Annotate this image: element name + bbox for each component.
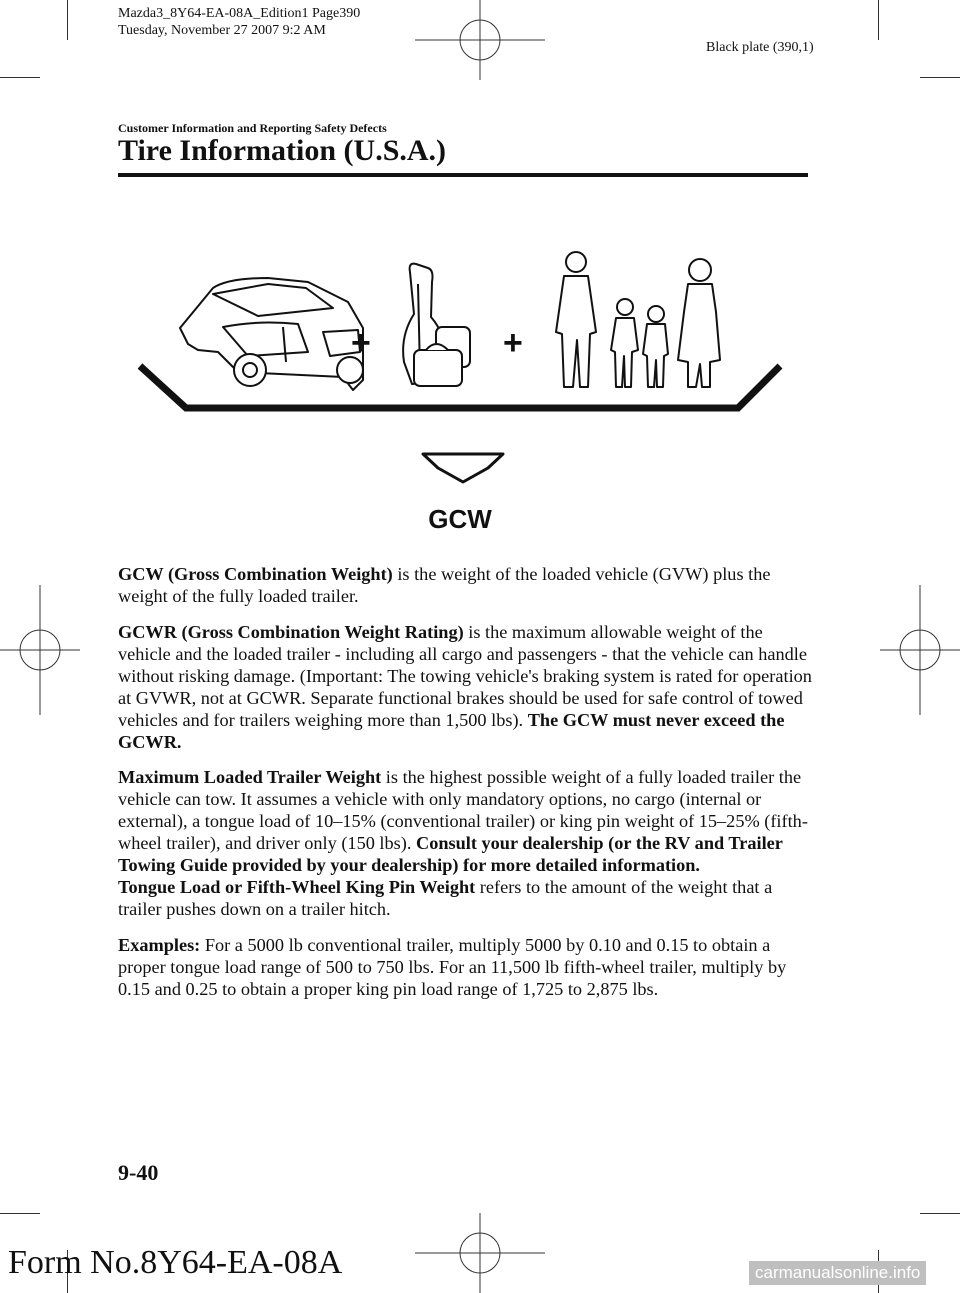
watermark: carmanualsonline.info	[749, 1261, 926, 1285]
definition-text: is the highest possible weight of a fully loaded trailer the vehicle can tow. It assumes a vehicle with only mandatory options, no cargo (internal or external), a tongue load of 10‒15% (conventional trailer) or king pin weight of 15‒25% (fifth-wheel trailer), and driver only (150 lbs).	[118, 767, 808, 853]
paragraph-gcw	[118, 563, 818, 607]
paragraph-max-trailer-weight	[118, 766, 818, 920]
form-number: Form No.8Y64-EA-08A	[8, 1244, 343, 1281]
registration-mark-right	[880, 585, 960, 715]
registration-mark-bottom	[415, 1213, 545, 1293]
paragraph-examples	[118, 934, 818, 1000]
crop-mark	[0, 77, 40, 78]
gcw-figure	[118, 232, 808, 552]
plus-sign: +	[503, 324, 523, 362]
body-text	[118, 563, 818, 1013]
figure-caption: GCW	[428, 504, 492, 534]
car-icon	[180, 278, 363, 390]
emphasis-text: Consult your dealership (or the RV and Trailer Towing Guide provided by your dealership) for more detailed information.	[118, 833, 783, 875]
page-number: 9-40	[118, 1160, 159, 1185]
crop-mark	[920, 1213, 960, 1214]
crop-mark	[920, 77, 960, 78]
section-label: Customer Information and Reporting Safety Defects	[118, 121, 387, 135]
registration-mark-left	[0, 585, 80, 715]
term-examples: Examples:	[118, 934, 201, 955]
print-info-line2: Tuesday, November 27 2007 9:2 AM	[118, 23, 326, 38]
term-max-loaded-trailer-weight: Maximum Loaded Trailer Weight	[118, 767, 382, 787]
definition-text: is the weight of the loaded vehicle (GVW) plus the weight of the fully loaded trailer.	[118, 564, 771, 606]
plate-label: Black plate (390,1)	[706, 40, 814, 55]
term-gcwr: GCWR (Gross Combination Weight Rating)	[118, 621, 464, 642]
plus-sign: +	[351, 324, 371, 362]
definition-text: refers to the amount of the weight that a trailer pushes down on a trailer hitch.	[118, 877, 773, 919]
family-icon	[556, 252, 720, 387]
crop-mark	[0, 1213, 40, 1214]
crop-mark	[878, 0, 879, 40]
luggage-icon	[403, 264, 470, 386]
definition-text: is the maximum allowable weight of the vehicle and the loaded trailer - including all cargo and passengers - that the vehicle can handle without risking damage. (Important: The towing vehicle's braking system is rated for operation at GVWR, not at GCWR. Separate functional brakes should be used for safe control of towed vehicles and for trailers weighing more than 1,500 lbs).	[118, 621, 812, 730]
term-tongue-load: Tongue Load or Fifth-Wheel King Pin Weight	[118, 877, 476, 897]
paragraph-gcwr	[118, 621, 818, 753]
definition-text: For a 5000 lb conventional trailer, multiply 5000 by 0.10 and 0.15 to obtain a proper tongue load range of 500 to 750 lbs. For an 11,500 lb fifth-wheel trailer, multiply by 0.15 and 0.25 to obtain a proper king pin load range of 1,725 to 2,875 lbs.	[118, 934, 787, 999]
term-gcw: GCW (Gross Combination Weight)	[118, 564, 393, 584]
down-arrow-icon	[423, 454, 503, 482]
crop-mark	[67, 0, 68, 40]
page-title: Tire Information (U.S.A.)	[118, 134, 447, 167]
emphasis-text: The GCW must never exceed the GCWR.	[118, 709, 785, 752]
registration-mark-top	[415, 0, 545, 80]
title-rule	[118, 173, 808, 177]
print-info-line1: Mazda3_8Y64-EA-08A_Edition1 Page390	[118, 6, 361, 21]
